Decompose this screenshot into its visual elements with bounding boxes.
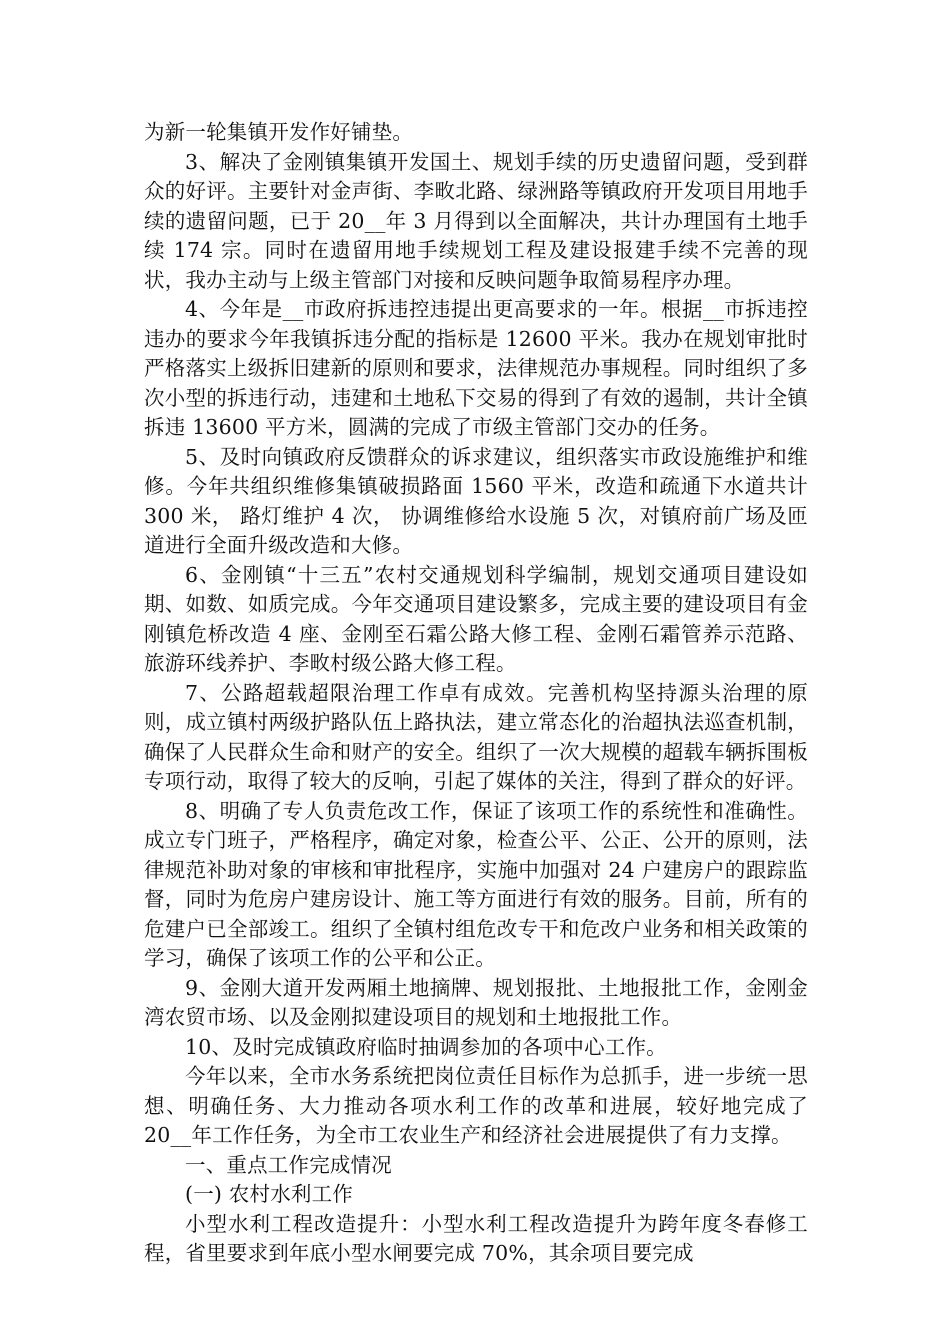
paragraph-item-3: 3、解决了金刚镇集镇开发国土、规划手续的历史遗留问题，受到群众的好评。主要针对金声街、李畋北路、绿洲路等镇政府开发项目用地手续的遗留问题，已于 20__年 3 月得到以全面解决，共计办理国有土地手续 174 宗。同时在遗留用地手续规划工程及建设报建手续不完善的现状，我办主动与上级主管部门对接和反映问题争取简易程序办理。 (144, 149, 808, 292)
paragraph-item-6: 6、金刚镇“十三五”农村交通规划科学编制，规划交通项目建设如期、如数、如质完成。今年交通项目建设繁多，完成主要的建设项目有金刚镇危桥改造 4 座、金刚至石霜公路大修工程、金刚石霜管养示范路、旅游环线养护、李畋村级公路大修工程。 (144, 562, 808, 675)
paragraph-item-8: 8、明确了专人负责危改工作，保证了该项工作的系统性和准确性。成立专门班子，严格程序，确定对象，检查公平、公正、公开的原则，法律规范补助对象的审核和审批程序，实施中加强对 24 户建房户的跟踪监督，同时为危房户建房设计、施工等方面进行有效的服务。目前，所有的危建户已全部竣工。组织了全镇村组危改专干和危改户业务和相关政策的学习，确保了该项工作的公平和公正。 (144, 798, 808, 970)
paragraph-item-9: 9、金刚大道开发两厢土地摘牌、规划报批、土地报批工作，金刚金湾农贸市场、以及金刚拟建设项目的规划和土地报批工作。 (144, 975, 808, 1029)
document-page (144, 118, 808, 1269)
paragraph-continuation: 为新一轮集镇开发作好铺垫。 (144, 120, 414, 144)
paragraph-item-4: 4、今年是__市政府拆违控违提出更高要求的一年。根据__市拆违控违办的要求今年我镇拆违分配的指标是 12600 平米。我办在规划审批时严格落实上级拆旧建新的原则和要求，法律规范办事规程。同时组织了多次小型的拆违行动，违建和土地私下交易的得到了有效的遏制，共计全镇拆违 13600 平方米，圆满的完成了市级主管部门交办的任务。 (144, 297, 808, 439)
paragraph-summary: 今年以来，全市水务系统把岗位责任目标作为总抓手，进一步统一思想、明确任务、大力推动各项水利工作的改革和进展，较好地完成了 20__年工作任务，为全市工农业生产和经济社会进展提供了有力支撑。 (144, 1064, 808, 1147)
paragraph-item-7: 7、公路超载超限治理工作卓有成效。完善机构坚持源头治理的原则，成立镇村两级护路队伍上路执法，建立常态化的治超执法巡查机制，确保了人民群众生命和财产的安全。组织了一次大规模的超载车辆拆围板专项行动，取得了较大的反响，引起了媒体的关注，得到了群众的好评。 (144, 680, 808, 793)
subsection-heading: (一) 农村水利工作 (185, 1182, 354, 1206)
paragraph-item-10: 10、及时完成镇政府临时抽调参加的各项中心工作。 (185, 1034, 667, 1059)
section-heading: 一、重点工作完成情况 (185, 1152, 392, 1177)
paragraph-item-5: 5、及时向镇政府反馈群众的诉求建议，组织落实市政设施维护和维修。今年共组织维修集镇破损路面 1560 平米，改造和疏通下水道共计 300 米， 路灯维护 4 次， 协调维修给水设施 5 次，对镇府前广场及匝道进行全面升级改造和大修。 (144, 444, 808, 557)
paragraph-body: 小型水利工程改造提升：小型水利工程改造提升为跨年度冬春修工程，省里要求到年底小型水闸要完成 70%，其余项目要完成 (144, 1211, 808, 1265)
